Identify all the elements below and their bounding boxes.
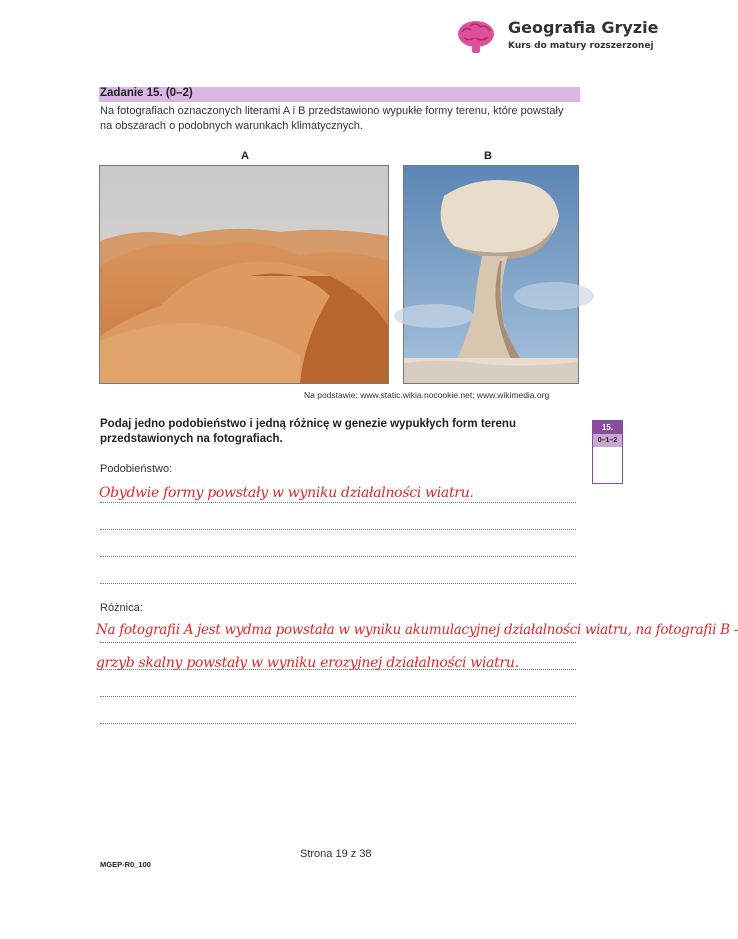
answer-line <box>100 502 576 503</box>
answer-line <box>100 723 576 724</box>
answer-line <box>100 696 576 697</box>
score-number: 15. <box>593 421 622 434</box>
answer-line <box>100 583 576 584</box>
similarity-label: Podobieństwo: <box>100 463 173 475</box>
brain-icon <box>456 18 496 54</box>
brand-logo <box>456 18 659 60</box>
difference-answer-line2: grzyb skalny powstały w wyniku erozyjnej działalności wiatru. <box>96 655 519 671</box>
exam-code: MGEP-R0_100 <box>100 860 151 869</box>
task-header: Zadanie 15. (0–2) <box>100 87 193 99</box>
page-number: Strona 19 z 38 <box>300 848 372 860</box>
photo-a-dunes <box>99 165 389 384</box>
task-header-bar <box>99 87 580 102</box>
similarity-answer: Obydwie formy powstały w wyniku działalności wiatru. <box>99 485 474 501</box>
score-range: 0–1–2 <box>593 434 622 447</box>
photo-source: Na podstawie: www.static.wikia.nocookie.net; www.wikimedia.org <box>304 390 550 400</box>
answer-line <box>100 529 576 530</box>
task-question: Podaj jedno podobieństwo i jedną różnicę w genezie wypukłych form terenu przedstawionych na fotografiach. <box>100 418 516 445</box>
photo-b-rock-mushroom <box>403 165 579 384</box>
photo-b-label: B <box>484 150 492 162</box>
brand-subtitle: Kurs do matury rozszerzonej <box>508 41 654 51</box>
difference-answer-line1: Na fotografii A jest wydma powstała w wyniku akumulacyjnej działalności wiatru, na fotografii B - <box>96 622 738 638</box>
photo-a-label: A <box>241 150 249 162</box>
difference-label: Różnica: <box>100 602 143 614</box>
task-intro: Na fotografiach oznaczonych literami A i B przedstawiono wypukłe formy terenu, które powstały na obszarach o podobnych warunkach klimatycznych. <box>100 105 564 132</box>
score-box <box>592 420 623 484</box>
answer-line <box>100 556 576 557</box>
answer-line <box>100 669 576 670</box>
brand-title: Geografia Gryzie <box>508 18 659 37</box>
answer-line <box>100 642 576 643</box>
